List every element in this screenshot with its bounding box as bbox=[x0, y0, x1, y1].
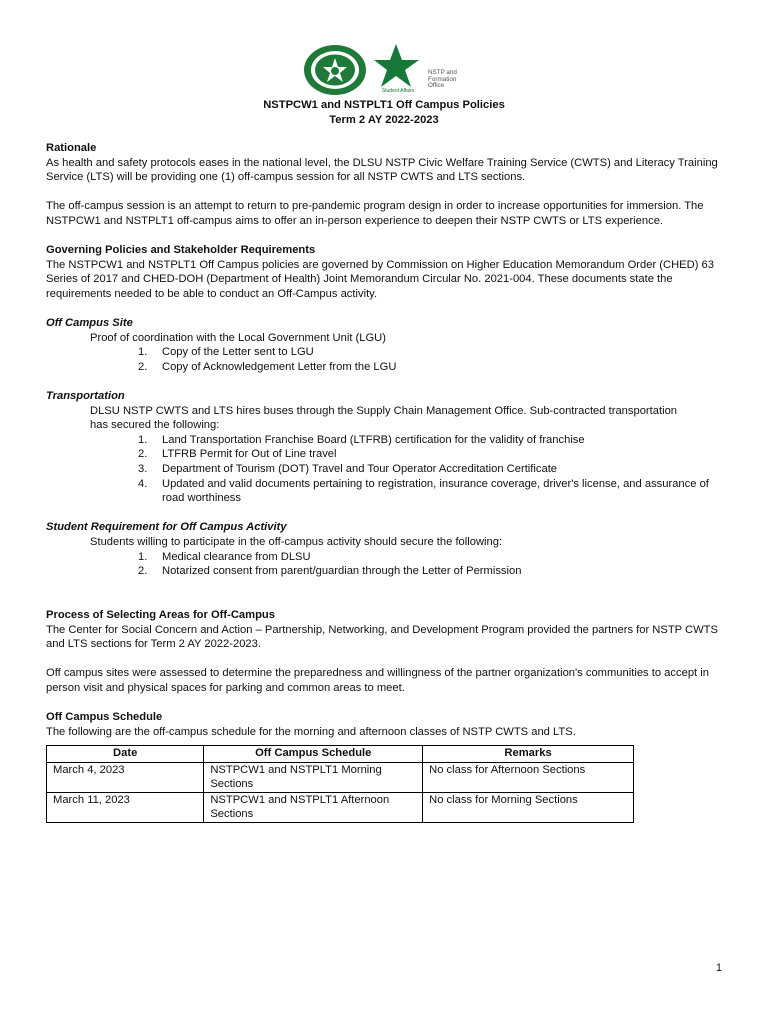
process-heading: Process of Selecting Areas for Off-Campus bbox=[46, 609, 275, 621]
title-line-1: NSTPCW1 and NSTPLT1 Off Campus Policies bbox=[263, 99, 505, 111]
schedule-heading: Off Campus Schedule bbox=[46, 711, 163, 724]
table-row bbox=[47, 762, 634, 792]
header-logos bbox=[0, 40, 768, 98]
list-item: 1. Land Transportation Franchise Board (LTFRB) certification for the validity of franchise bbox=[138, 433, 585, 446]
cell-remarks: No class for Morning Sections bbox=[423, 793, 634, 823]
table-header-row bbox=[47, 746, 634, 763]
office-line: Formation bbox=[428, 75, 457, 83]
document-body bbox=[46, 141, 726, 823]
column-header-remarks: Remarks bbox=[423, 746, 634, 763]
page-number: 1 bbox=[715, 962, 722, 974]
cell-schedule: NSTPCW1 and NSTPLT1 Afternoon Sections bbox=[204, 793, 423, 823]
off-campus-site-heading: Off Campus Site bbox=[46, 317, 133, 330]
cell-date: March 11, 2023 bbox=[47, 793, 204, 823]
document-title bbox=[0, 98, 768, 128]
office-line: NSTP and bbox=[428, 69, 457, 76]
list-item: 2. Copy of Acknowledgement Letter from the LGU bbox=[138, 360, 397, 373]
process-paragraph-1: The Center for Social Concern and Action – Partnership, Networking, and Development Program provided the partners for NSTP CWTS and LTS sections for Term 2 AY 2022-2023. bbox=[46, 623, 718, 651]
governing-heading: Governing Policies and Stakeholder Requirements bbox=[46, 244, 316, 257]
list-item: 1. Copy of the Letter sent to LGU bbox=[138, 346, 314, 359]
off-campus-site-list bbox=[46, 345, 726, 374]
list-item: 1. Medical clearance from DLSU bbox=[138, 550, 311, 563]
logo-caption: Student Affairs bbox=[381, 88, 415, 94]
schedule-intro: The following are the off-campus schedule for the morning and afternoon classes of NSTP CWTS and LTS. bbox=[46, 725, 576, 738]
office-line: Office bbox=[428, 82, 445, 90]
cell-date: March 4, 2023 bbox=[47, 762, 204, 792]
table-row bbox=[47, 793, 634, 823]
column-header-date: Date bbox=[47, 746, 204, 763]
title-line-2: Term 2 AY 2022-2023 bbox=[329, 114, 439, 126]
transportation-intro: DLSU NSTP CWTS and LTS hires buses through the Supply Chain Management Office. Sub-contracted transportation has secured the following: bbox=[90, 404, 678, 432]
transportation-heading: Transportation bbox=[46, 390, 125, 403]
student-requirement-heading: Student Requirement for Off Campus Activity bbox=[46, 521, 287, 534]
schedule-table bbox=[46, 745, 634, 823]
rationale-heading: Rationale bbox=[46, 142, 97, 154]
list-item: 4. Updated and valid documents pertaining to registration, insurance coverage, driver's license, and assurance of road worthiness bbox=[138, 477, 709, 505]
list-item: 3. Department of Tourism (DOT) Travel and Tour Operator Accreditation Certificate bbox=[138, 463, 558, 476]
student-requirement-intro: Students willing to participate in the off-campus activity should secure the following: bbox=[90, 536, 503, 549]
student-affairs-star-logo bbox=[374, 42, 422, 94]
dlsu-seal-logo bbox=[303, 44, 367, 96]
cell-schedule: NSTPCW1 and NSTPLT1 Morning Sections bbox=[204, 762, 423, 792]
governing-paragraph: The NSTPCW1 and NSTPLT1 Off Campus policies are governed by Commission on Higher Education Memorandum Order (CHED) 63 Series of 2017 and CHED-DOH (Department of Health) Joint Memorandum Circular No. 2021-004. These documents state the requirements needed to be able to conduct an Off-Campus activity. bbox=[46, 258, 714, 300]
transportation-list bbox=[46, 433, 726, 506]
office-name bbox=[428, 70, 488, 90]
list-item: 2. Notarized consent from parent/guardian through the Letter of Permission bbox=[138, 565, 522, 578]
cell-remarks: No class for Afternoon Sections bbox=[423, 762, 634, 792]
off-campus-site-intro: Proof of coordination with the Local Government Unit (LGU) bbox=[90, 331, 386, 344]
list-item: 2. LTFRB Permit for Out of Line travel bbox=[138, 448, 337, 461]
rationale-paragraph-2: The off-campus session is an attempt to return to pre-pandemic program design in order to increase opportunities for immersion. The NSTPCW1 and NSTPLT1 off-campus aims to offer an in-person experience to deepen their NSTP CWTS or LTS experience. bbox=[46, 200, 704, 227]
process-paragraph-2: Off campus sites were assessed to determine the preparedness and willingness of the partner organization's communities to accept in person visit and physical spaces for parking and common areas to meet. bbox=[46, 667, 709, 694]
student-requirement-list bbox=[46, 550, 726, 579]
column-header-schedule: Off Campus Schedule bbox=[204, 746, 423, 763]
rationale-paragraph-1: As health and safety protocols eases in the national level, the DLSU NSTP Civic Welfare Training Service (CWTS) and Literacy Training Service (LTS) will be providing one (1) off-campus session for all NSTP CWTS and LTS sections. bbox=[46, 156, 718, 184]
